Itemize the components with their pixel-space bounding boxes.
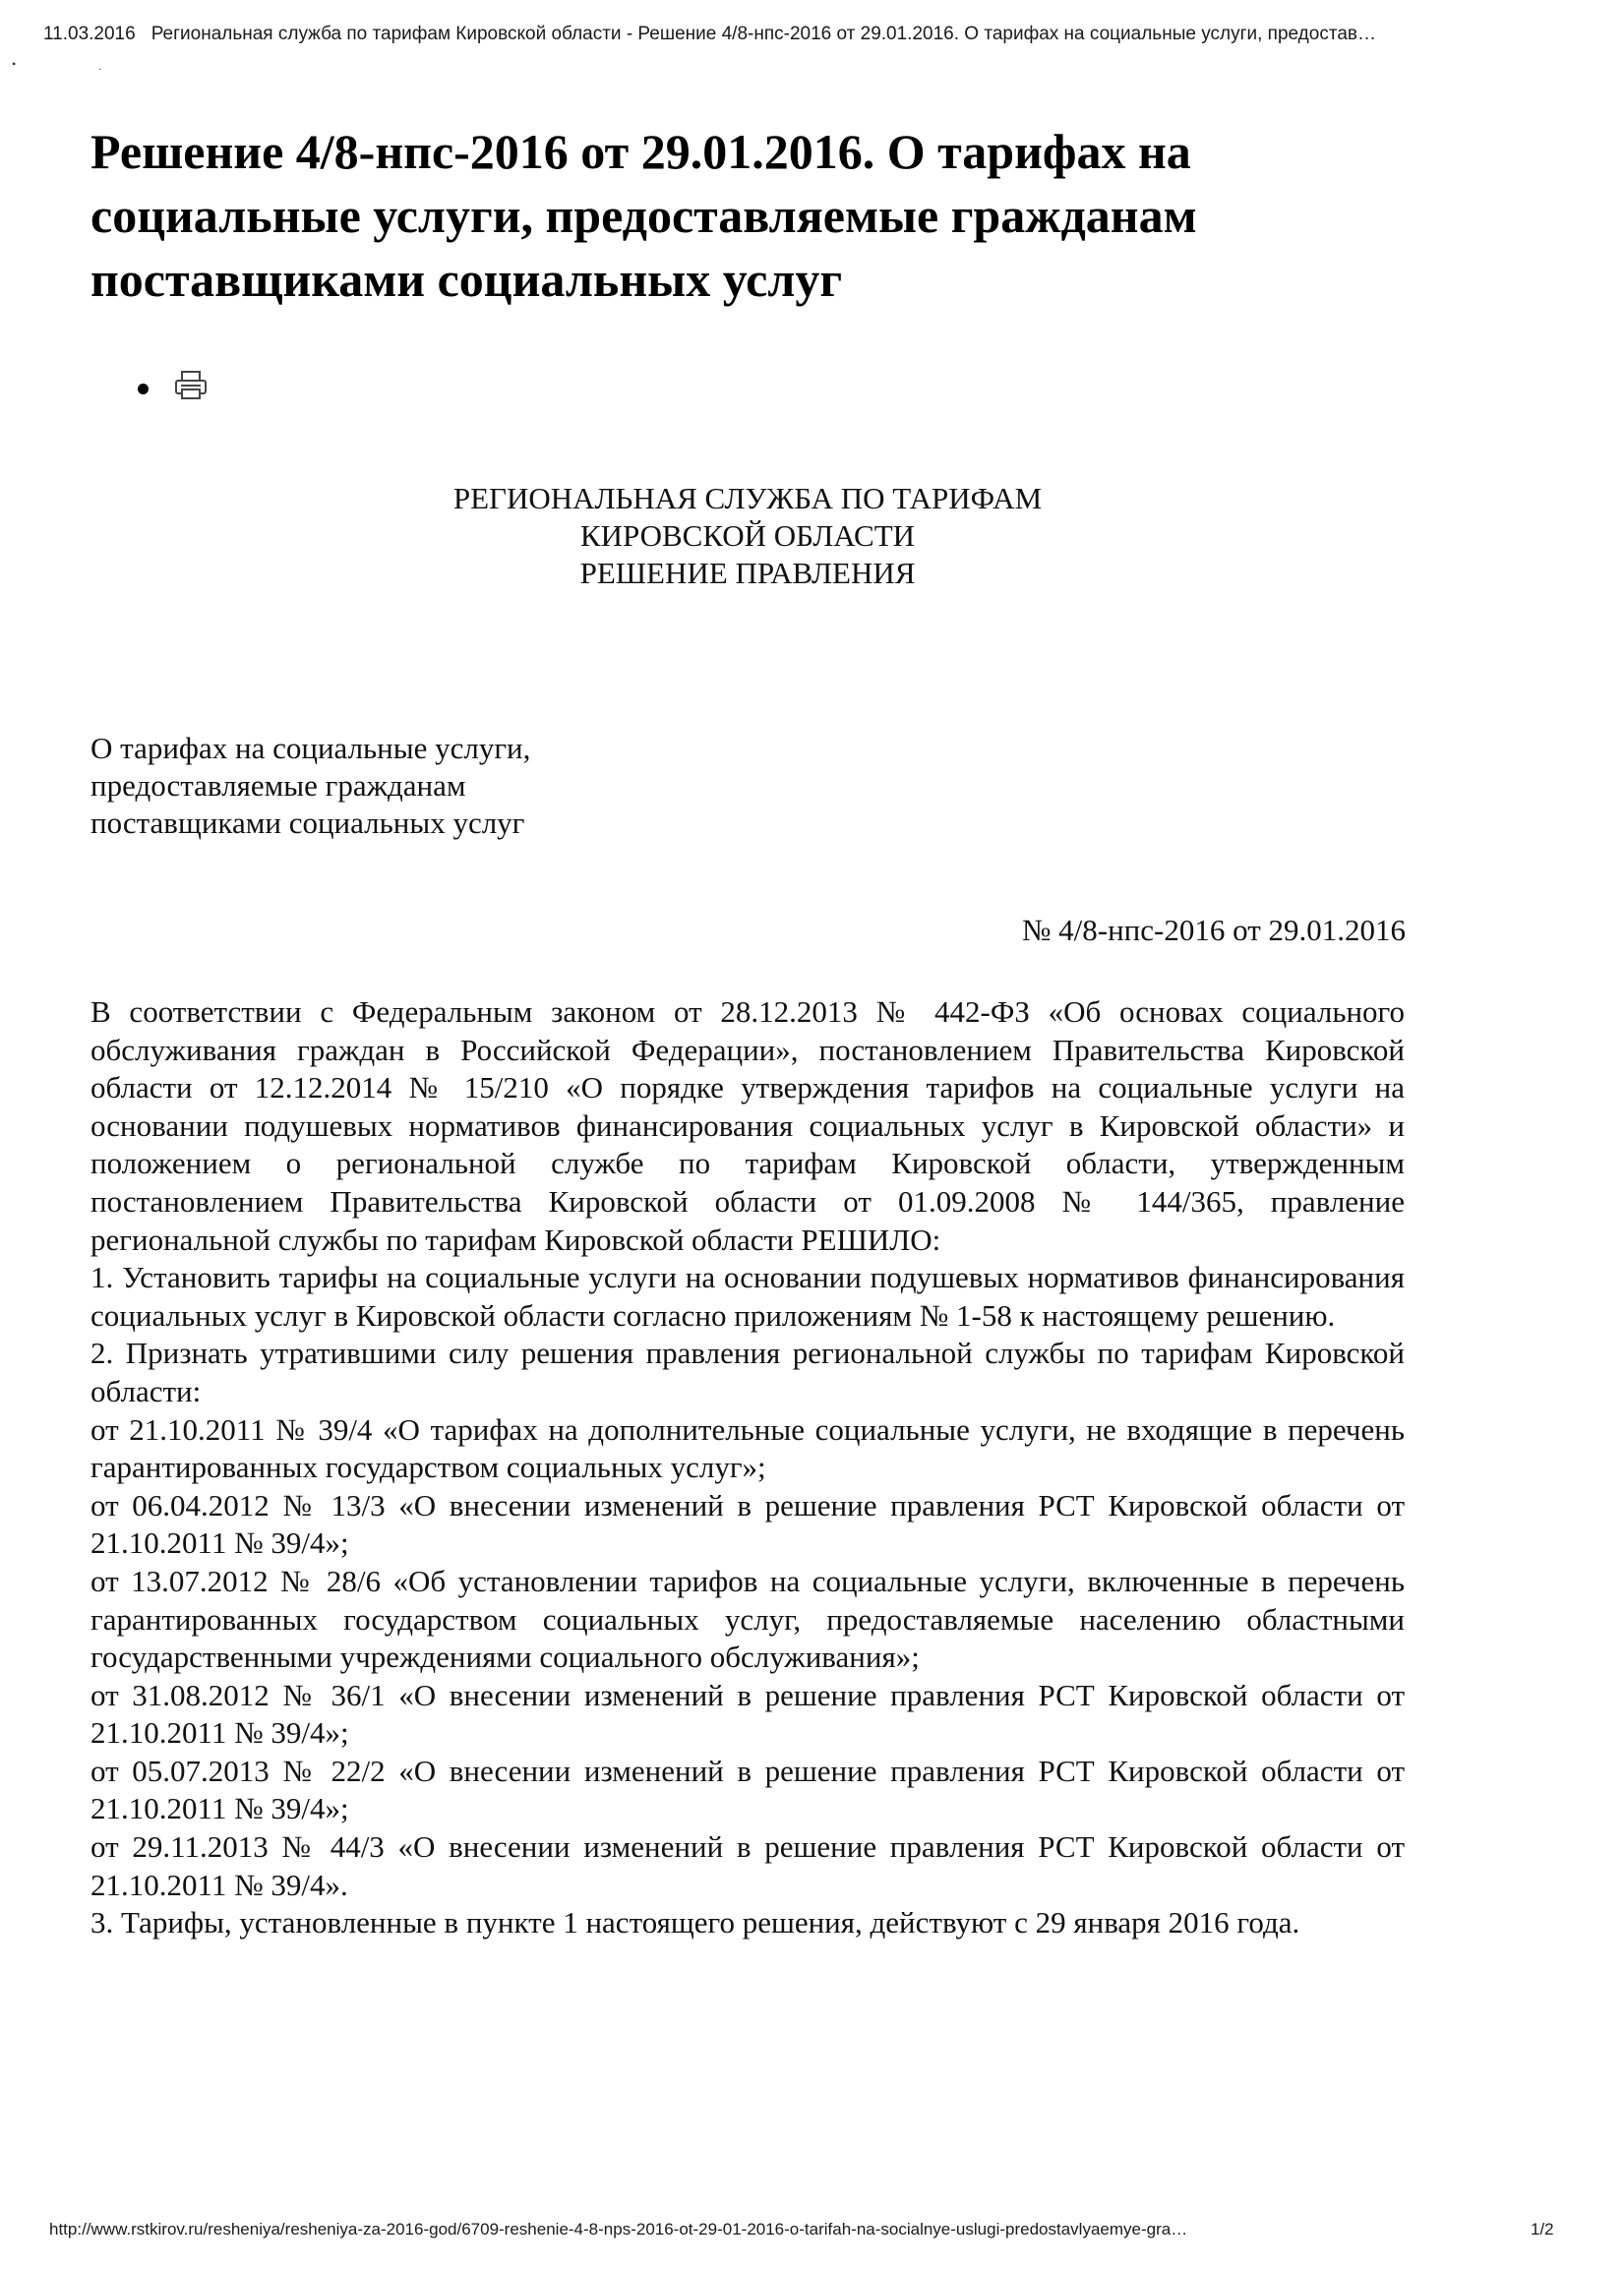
repealed-decision-item: от 05.07.2013 № 22/2 «О внесении изменений в решение правления РСТ Кировской области от 21.10.2011 № 39/4»;	[90, 1753, 1405, 1826]
page-counter: 1/2	[1531, 2220, 1554, 2239]
organization-heading	[0, 480, 1495, 592]
subject-line: поставщиками социальных услуг	[90, 806, 525, 840]
org-region-line: КИРОВСКОЙ ОБЛАСТИ	[579, 518, 916, 553]
header-title: Региональная служба по тарифам Кировской области - Решение 4/8-нпс-2016 от 29.01.2016. О тарифах на социальные услуги, предостав…	[150, 24, 1376, 44]
scan-mark: •	[12, 57, 17, 71]
page-title: Решение 4/8-нпс-2016 от 29.01.2016. О тарифах на социальные услуги, предоставляемые гражданам поставщиками социальных услуг	[90, 124, 1197, 307]
document-body	[90, 993, 1405, 1942]
document-number: № 4/8-нпс-2016 от 29.01.2016	[1021, 913, 1406, 947]
preamble-paragraph: В соответствии с Федеральным законом от 28.12.2013 № 442-ФЗ «Об основах социального обслуживания граждан в Российской Федерации», постановлением Правительства Кировской области от 12.12.2014 № 15/210 «О порядке утверждения тарифов на социальные услуги на основании подушевых нормативов финансирования социальных услуг в Кировской области» и положением о региональной службе по тарифам Кировской области, утвержденным постановлением Правительства Кировской области от 01.09.2008 № 144/365, правление региональной службы по тарифам Кировской области РЕШИЛО:	[90, 994, 1405, 1257]
repealed-decision-item: от 06.04.2012 № 13/3 «О внесении изменений в решение правления РСТ Кировской области от 21.10.2011 № 39/4»;	[90, 1487, 1405, 1561]
printer-icon[interactable]	[173, 370, 209, 401]
repealed-decision-item: от 13.07.2012 № 28/6 «Об установлении тарифов на социальные услуги, включенные в перечень гарантированных государством социальных услуг, предоставляемые населению областными государственными учреждениями социального обслуживания»;	[90, 1563, 1405, 1675]
scan-mark: ·	[98, 65, 102, 76]
clause-1: 1. Установить тарифы на социальные услуги на основании подушевых нормативов финансирования социальных услуг в Кировской области согласно приложениям № 1-58 к настоящему решению.	[90, 1260, 1405, 1333]
document-subject	[90, 730, 530, 842]
footer-url: http://www.rstkirov.ru/resheniya/resheniya-za-2016-god/6709-reshenie-4-8-nps-2016-ot-29-01-2016-o-tarifah-na-socialnye-uslugi-predostavlyaemye-gra…	[49, 2220, 1188, 2239]
bullet-icon	[138, 384, 149, 394]
repealed-decision-item: от 29.11.2013 № 44/3 «О внесении изменений в решение правления РСТ Кировской области от 21.10.2011 № 39/4».	[90, 1829, 1405, 1902]
header-date: 11.03.2016	[43, 24, 136, 44]
org-name-line: РЕГИОНАЛЬНАЯ СЛУЖБА ПО ТАРИФАМ	[452, 481, 1043, 515]
decision-type: РЕШЕНИЕ ПРАВЛЕНИЯ	[579, 556, 916, 590]
subject-line: предоставляемые гражданам	[90, 768, 466, 803]
print-header	[43, 24, 1578, 45]
repealed-decision-item: от 31.08.2012 № 36/1 «О внесении изменений в решение правления РСТ Кировской области от 21.10.2011 № 39/4»;	[90, 1677, 1405, 1751]
repealed-decision-item: от 21.10.2011 № 39/4 «О тарифах на дополнительные социальные услуги, не входящие в перечень гарантированных государством социальных услуг»;	[90, 1411, 1405, 1485]
subject-line: О тарифах на социальные услуги,	[90, 731, 531, 765]
clause-3: 3. Тарифы, установленные в пункте 1 настоящего решения, действуют с 29 января 2016 года.	[90, 1905, 1300, 1941]
clause-2: 2. Признать утратившими силу решения правления региональной службы по тарифам Кировской области:	[90, 1336, 1405, 1408]
